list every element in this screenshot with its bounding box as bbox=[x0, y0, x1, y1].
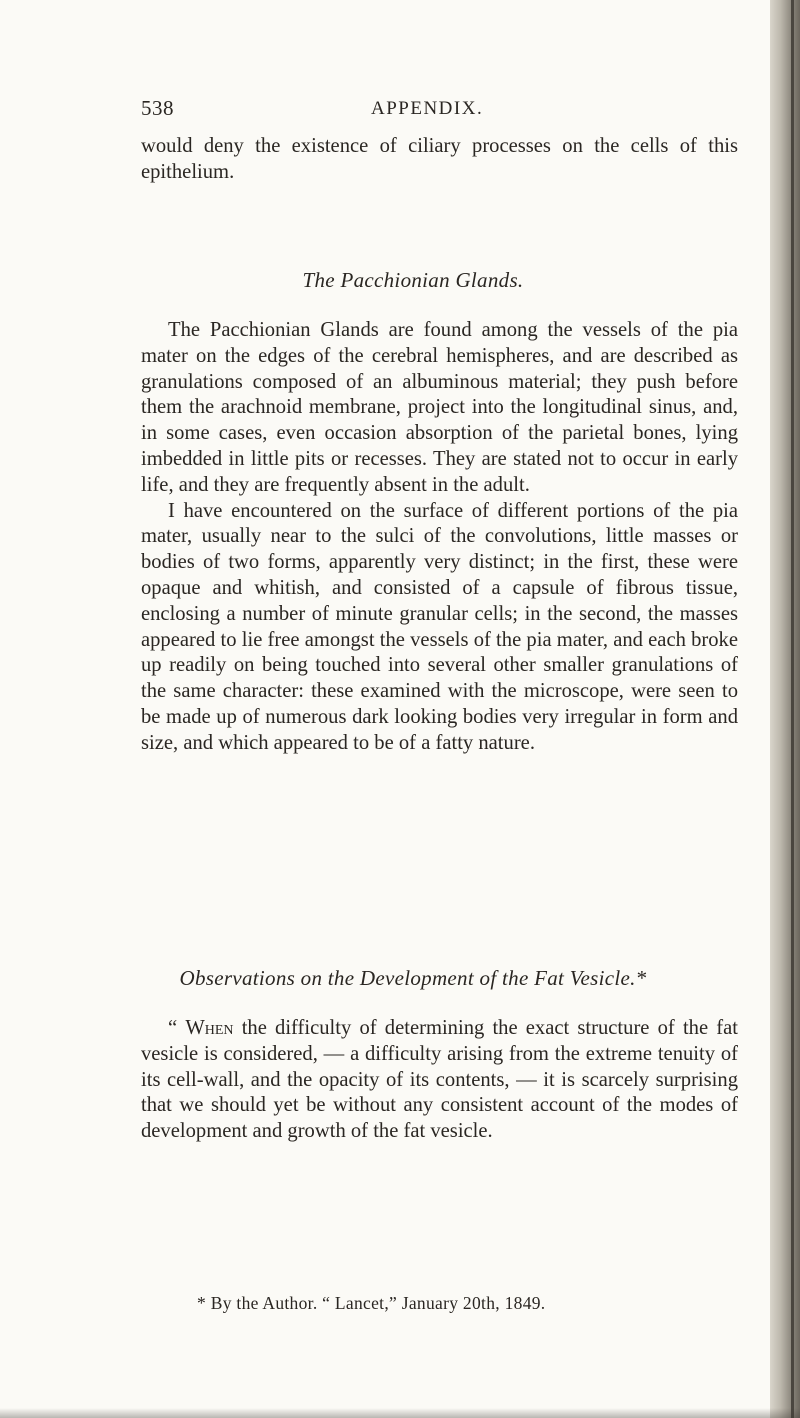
paragraph bbox=[141, 1016, 738, 1145]
continuation-text: would deny the existence of ciliary processes on the cells of this epithelium. bbox=[141, 135, 738, 183]
paragraph: The Pacchionian Glands are found among the vessels of the pia mater on the edges of the cerebral hemispheres, and are described as granulations composed of an albuminous material; they push before them the arachnoid membrane, project into the longitudinal sinus, and, in some cases, even occasion absorption of the parietal bones, lying imbedded in little pits or recesses. They are stated not to occur in early life, and they are frequently absent in the adult. bbox=[141, 319, 738, 496]
opening-quote: “ bbox=[168, 1017, 186, 1039]
drop-word: When bbox=[185, 1017, 234, 1039]
running-head: APPENDIX. bbox=[371, 98, 484, 119]
page-edge-shadow bbox=[770, 0, 800, 1418]
page-header bbox=[0, 96, 770, 126]
paragraph: I have encountered on the surface of different portions of the pia mater, usually near to the sulci of the convolutions, little masses or bodies of two forms, apparently very distinct; in the first, these were opaque and whitish, and consisted of a capsule of fibrous tissue, enclosing a number of minute granular cells; in the second, the masses appeared to lie free amongst the vessels of the pia mater, and each broke up readily on being touched into several other smaller granulations of the same character: these examined with the microscope, were seen to be made up of numerous dark looking bodies very irregular in form and size, and which appeared to be of a fatty nature. bbox=[141, 499, 738, 754]
page-number: 538 bbox=[141, 96, 174, 120]
section-heading-fat-vesicle: Observations on the Development of the Fat Vesicle.* bbox=[179, 966, 647, 990]
page-edge-line bbox=[791, 0, 794, 1418]
fat-vesicle-body bbox=[141, 1016, 738, 1145]
section-heading-pacchionian: The Pacchionian Glands. bbox=[302, 268, 524, 292]
paragraph-text: the difficulty of determining the exact structure of the fat vesicle is considered, — a difficulty arising from the extreme tenuity of its cell-wall, and the opacity of its contents, — it is scarcely surprising that we should yet be without any consistent account of the modes of development and growth of the fat vesicle. bbox=[141, 1017, 738, 1143]
pacchionian-body bbox=[141, 318, 738, 757]
continuation-paragraph bbox=[141, 134, 738, 186]
bottom-edge-shadow bbox=[0, 1408, 800, 1418]
footnote: * By the Author. “ Lancet,” January 20th, 1849. bbox=[197, 1293, 546, 1313]
